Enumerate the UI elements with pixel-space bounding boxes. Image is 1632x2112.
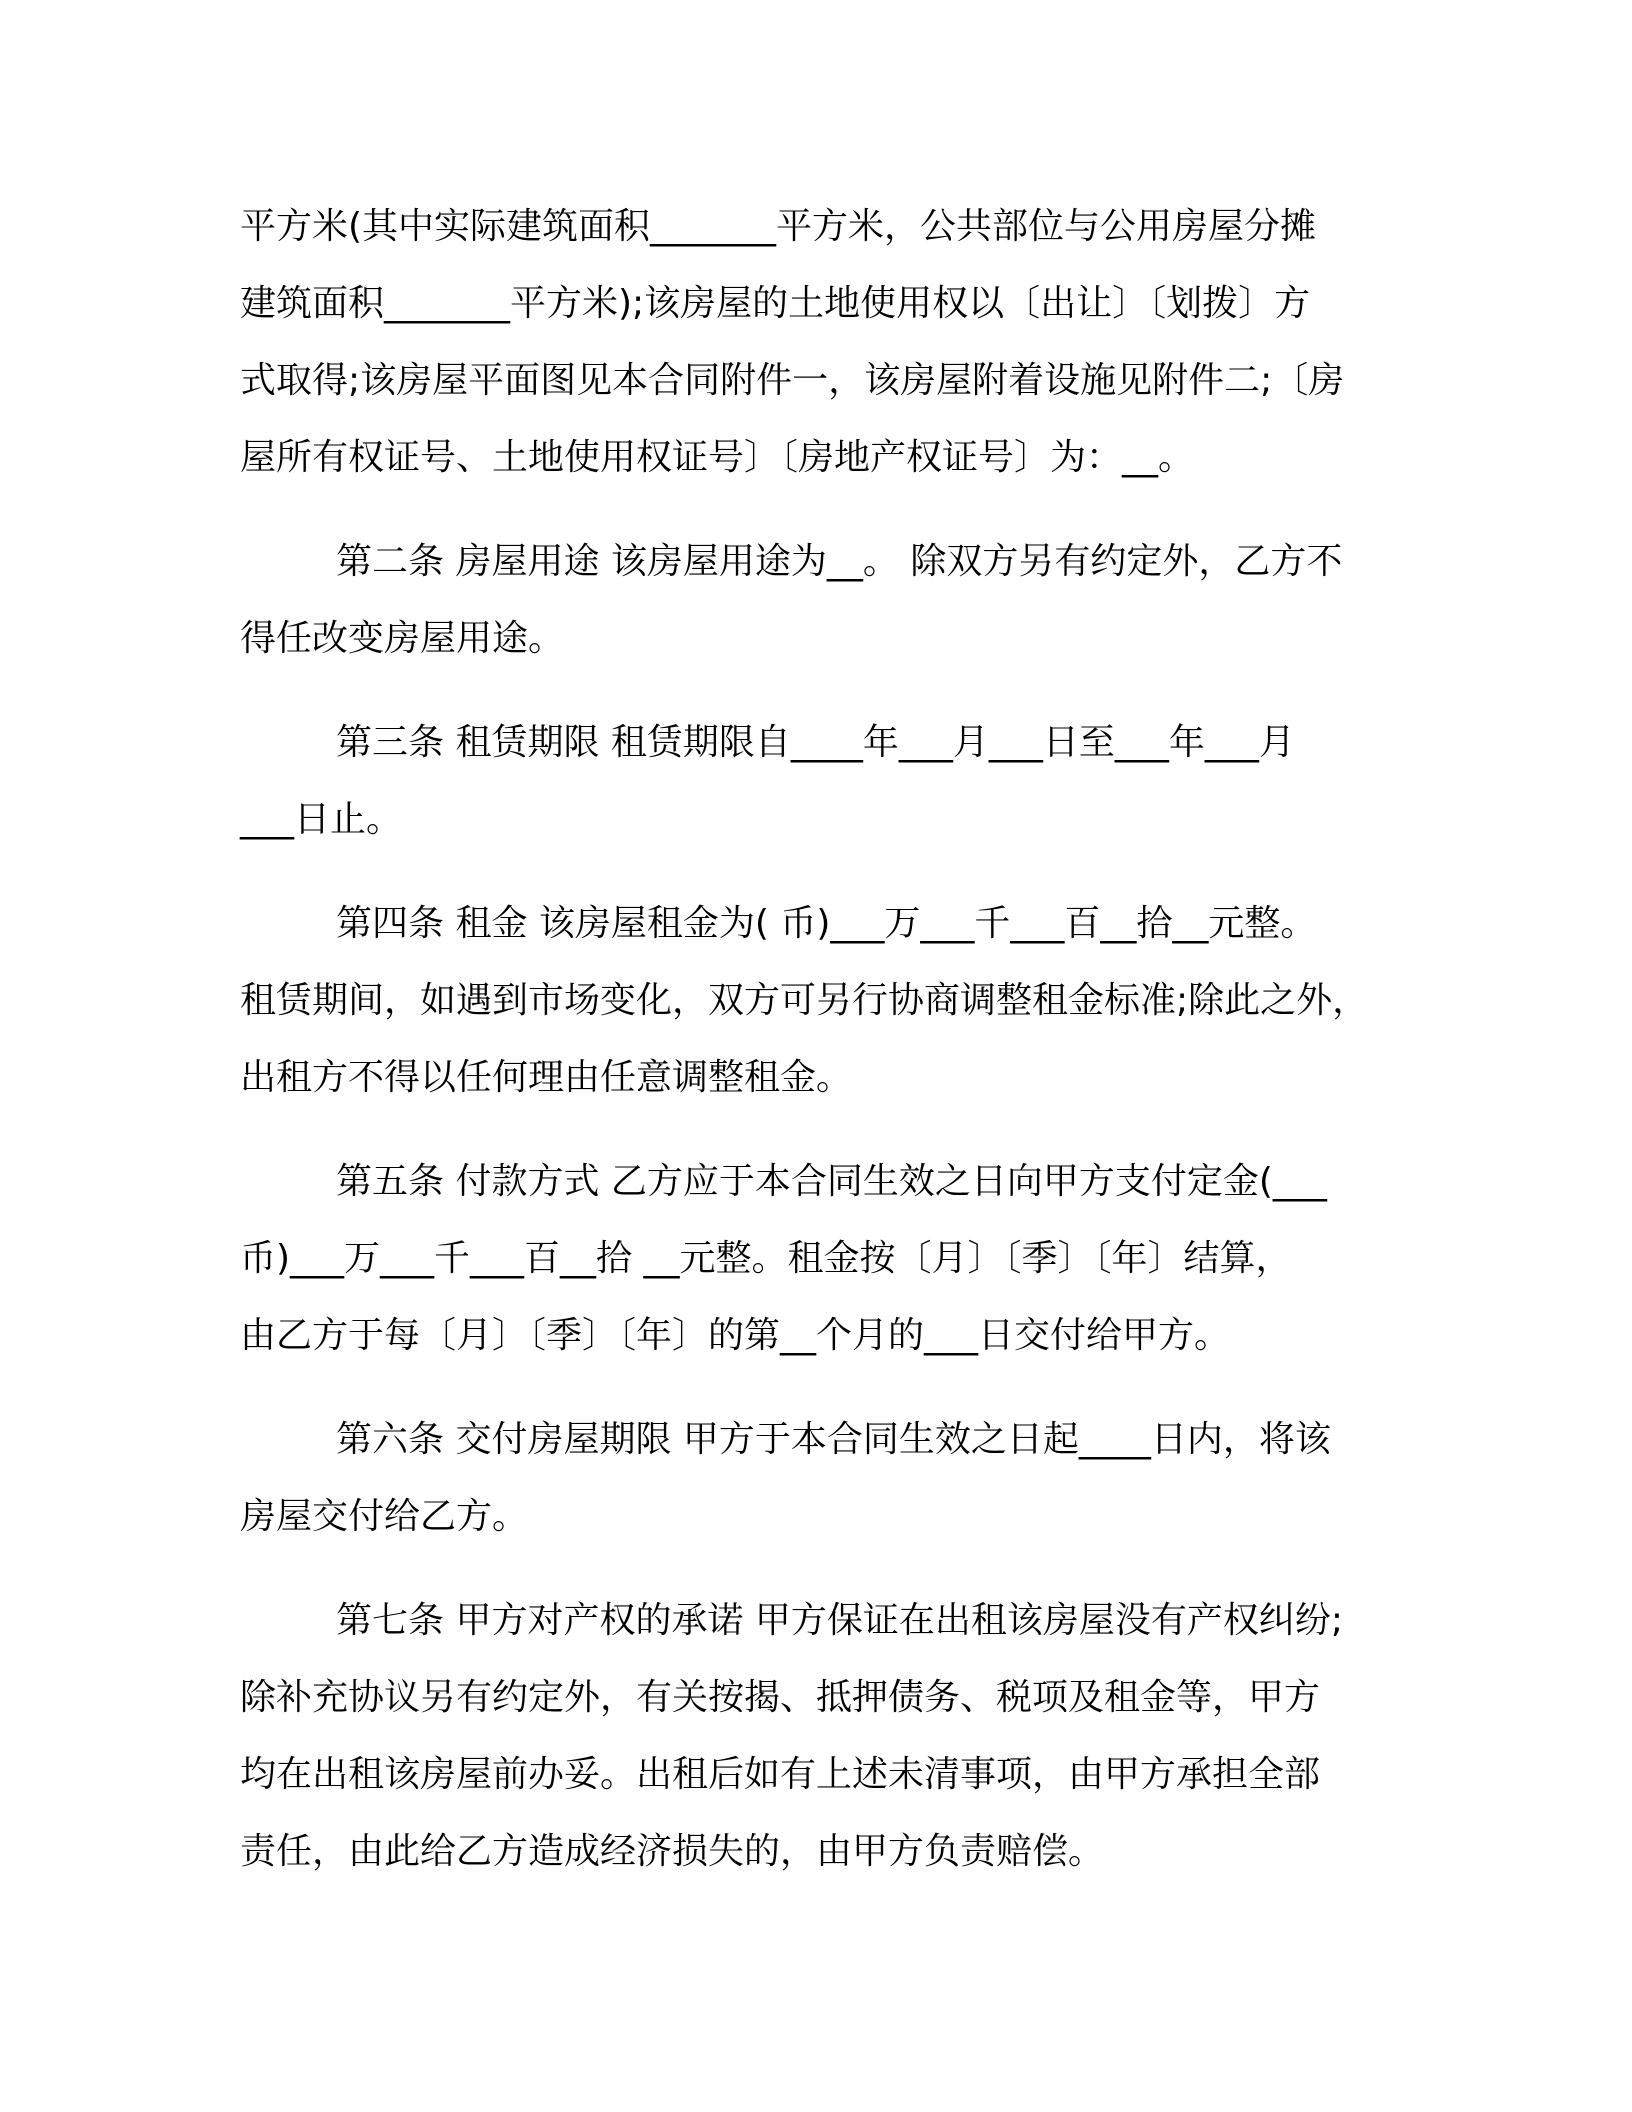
- paragraph-line: 建筑面积_______平方米);该房屋的土地使用权以〔出让〕〔划拨〕方: [240, 283, 1311, 324]
- paragraph-line: 租赁期间，如遇到市场变化，双方可另行协商调整租金标准;除此之外，: [240, 980, 1369, 1021]
- paragraph-line: 由乙方于每〔月〕〔季〕〔年〕的第__个月的___日交付给甲方。: [240, 1315, 1231, 1356]
- paragraph-line: 屋所有权证号、土地使用权证号〕〔房地产权证号〕为：__。: [240, 437, 1195, 478]
- paragraph-line: 币)___万___千___百__拾 __元整。租金按〔月〕〔季〕〔年〕结算，: [240, 1238, 1292, 1279]
- paragraph-article-2: [240, 523, 1390, 677]
- paragraph-article-7: [240, 1582, 1390, 1890]
- paragraph-line: ___日止。: [240, 799, 403, 840]
- paragraph-line: 第七条 甲方对产权的承诺 甲方保证在出租该房屋没有产权纠纷;: [336, 1600, 1344, 1641]
- paragraph-line: 第五条 付款方式 乙方应于本合同生效之日向甲方支付定金(___: [336, 1161, 1327, 1202]
- paragraph-line: 除补充协议另有约定外，有关按揭、抵押债务、税项及租金等，甲方: [240, 1677, 1321, 1718]
- paragraph-line: 第三条 租赁期限 租赁期限自____年___月___日至___年___月: [336, 722, 1295, 763]
- paragraph-line: 式取得;该房屋平面图见本合同附件一，该房屋附着设施见附件二;〔房: [240, 360, 1345, 401]
- paragraph-line: 责任，由此给乙方造成经济损失的，由甲方负责赔偿。: [240, 1831, 1105, 1872]
- paragraph-line: 出租方不得以任何理由任意调整租金。: [240, 1057, 853, 1098]
- paragraph-gap: [240, 858, 1390, 885]
- paragraph-gap: [240, 1116, 1390, 1143]
- paragraph-line: 第四条 租金 该房屋租金为( 币)___万___千___百__拾__元整。: [336, 903, 1317, 944]
- document-body: [240, 188, 1390, 1890]
- paragraph-article-5: [240, 1143, 1390, 1374]
- paragraph-gap: [240, 677, 1390, 704]
- paragraph-line: 房屋交付给乙方。: [240, 1496, 529, 1537]
- paragraph-line: 第二条 房屋用途 该房屋用途为__。 除双方另有约定外，乙方不: [336, 541, 1343, 582]
- paragraph-gap: [240, 496, 1390, 523]
- paragraph-line: 第六条 交付房屋期限 甲方于本合同生效之日起____日内，将该: [336, 1419, 1331, 1460]
- paragraph-line: 均在出租该房屋前办妥。出租后如有上述未清事项，由甲方承担全部: [240, 1754, 1321, 1795]
- paragraph-gap: [240, 1555, 1390, 1582]
- paragraph-intro-continuation: [240, 188, 1390, 496]
- paragraph-article-4: [240, 885, 1390, 1116]
- paragraph-article-3: [240, 704, 1390, 858]
- paragraph-gap: [240, 1374, 1390, 1401]
- paragraph-line: 平方米(其中实际建筑面积_______平方米，公共部位与公用房屋分摊: [240, 206, 1317, 247]
- paragraph-article-6: [240, 1401, 1390, 1555]
- paragraph-line: 得任改变房屋用途。: [240, 618, 565, 659]
